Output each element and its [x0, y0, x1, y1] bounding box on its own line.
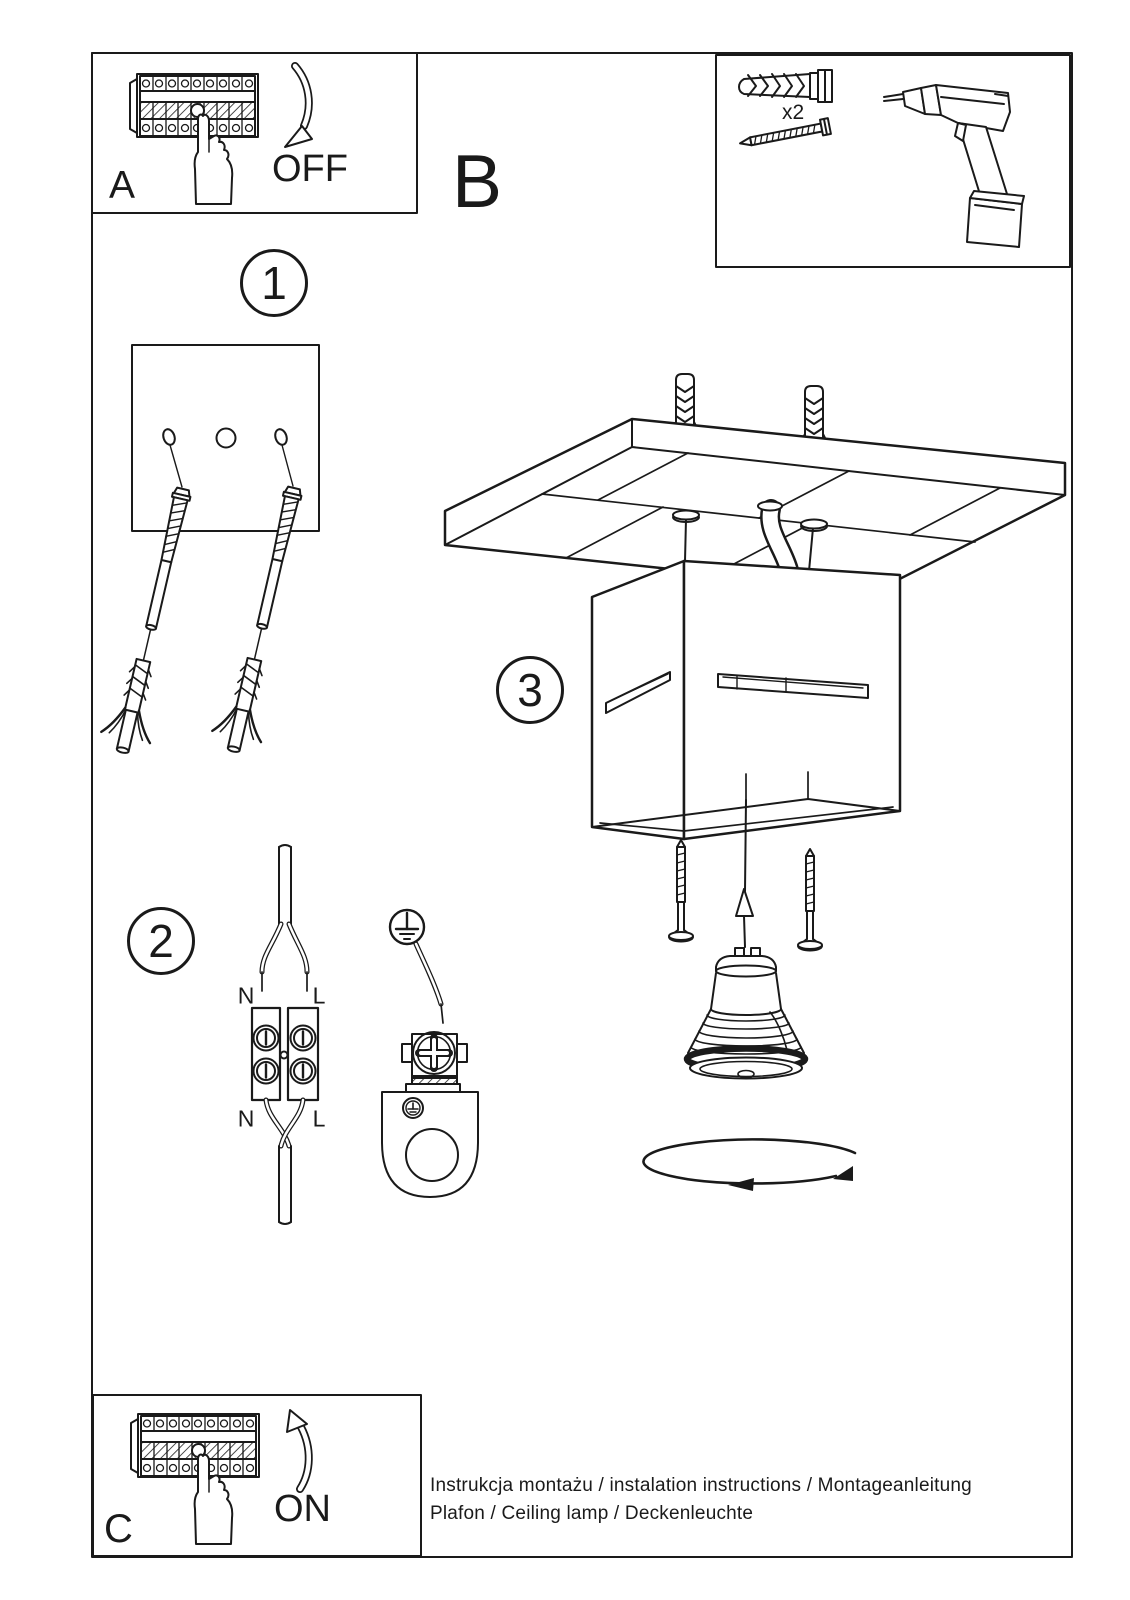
- power-off-label: OFF: [272, 148, 348, 190]
- mains-cable-split: [262, 845, 307, 991]
- step-3-marker: [496, 656, 564, 724]
- live-label-bottom: L: [312, 1105, 326, 1132]
- power-on-label: ON: [274, 1488, 331, 1530]
- neutral-label-top: N: [237, 982, 255, 1009]
- lamp-wires: [266, 1100, 303, 1224]
- circuit-breaker-icon: [130, 74, 258, 137]
- ground-symbol-icon: [390, 910, 424, 944]
- step-2-number: 2: [148, 915, 174, 967]
- arrow-up-icon: [287, 1410, 309, 1489]
- screw-anchor-icon: [98, 483, 208, 758]
- drill-hole-left: [161, 428, 176, 447]
- live-label-top: L: [312, 982, 326, 1009]
- lamp-cube-icon: [592, 561, 900, 839]
- step-1-marker: [240, 249, 308, 317]
- terminal-screw-icon: [402, 1032, 467, 1084]
- panel-a-label: A: [109, 164, 136, 207]
- drill-icon: [884, 85, 1024, 247]
- mounting-screw-icon: [669, 840, 693, 942]
- anchor-in-ceiling-icon: [673, 374, 697, 428]
- parts-box-illustration: [739, 70, 1024, 247]
- panel-c-label: C: [104, 1507, 133, 1551]
- footer-title-line: Instrukcja montażu / instalation instructions / Montageanleitung: [430, 1475, 972, 1496]
- step-1-number: 1: [261, 257, 287, 309]
- footer-product-line: Plafon / Ceiling lamp / Deckenleuchte: [430, 1503, 754, 1524]
- anchor-quantity-label: x2: [782, 101, 805, 124]
- panel-b-label: B: [452, 139, 503, 223]
- mounting-screw-icon: [798, 849, 822, 951]
- step2-illustration: [252, 845, 478, 1224]
- step3-illustration: [445, 374, 1065, 1191]
- ground-wire: [416, 944, 443, 1023]
- step-3-number: 3: [517, 664, 543, 716]
- gu10-bulb-icon: [687, 948, 805, 1079]
- lamp-canopy-icon: [382, 1084, 478, 1197]
- anchor-in-ceiling-icon: [802, 386, 826, 440]
- cable-hole: [217, 429, 236, 448]
- step-2-marker: [127, 907, 195, 975]
- rotate-arrow-icon: [643, 1139, 855, 1191]
- step1-illustration: [98, 345, 319, 758]
- terminal-block-icon: [252, 1008, 318, 1100]
- circuit-breaker-icon: [131, 1414, 259, 1477]
- page-frame: [92, 53, 1072, 1557]
- neutral-label-bottom: N: [237, 1105, 255, 1132]
- wall-plug-icon: [739, 70, 832, 102]
- drill-hole-right: [273, 428, 288, 447]
- screw-anchor-icon: [209, 482, 319, 757]
- arrow-down-icon: [285, 66, 312, 147]
